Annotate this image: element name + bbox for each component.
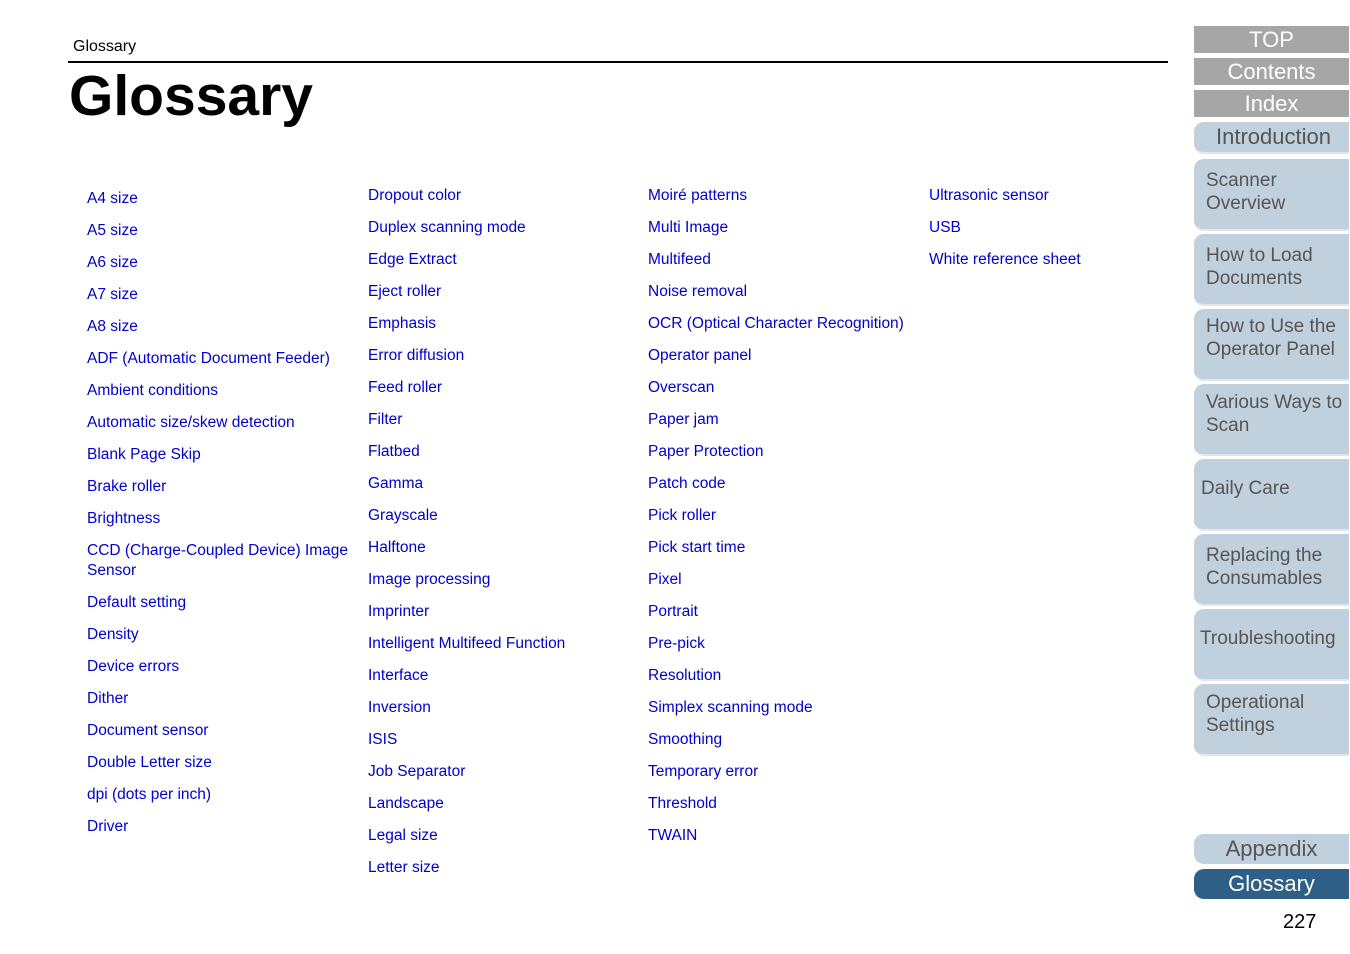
glossary-term-link[interactable]: Brightness: [87, 510, 161, 527]
glossary-column-3: [648, 186, 918, 858]
section-label: Glossary: [73, 38, 137, 55]
glossary-term-link[interactable]: Dropout color: [368, 187, 462, 204]
glossary-term-link[interactable]: Smoothing: [648, 731, 723, 748]
glossary-term-link[interactable]: Multifeed: [648, 251, 711, 268]
glossary-term-link[interactable]: Feed roller: [368, 379, 443, 396]
glossary-term-link[interactable]: Halftone: [368, 539, 426, 556]
glossary-term-link[interactable]: Paper Protection: [648, 443, 764, 460]
glossary-term-link[interactable]: Pre-pick: [648, 635, 705, 652]
glossary-term-link[interactable]: Paper jam: [648, 411, 719, 428]
glossary-term-link[interactable]: Device errors: [87, 657, 180, 675]
glossary-term-link[interactable]: Moiré patterns: [648, 187, 748, 204]
glossary-term-link[interactable]: Brake roller: [87, 478, 167, 495]
glossary-term-link[interactable]: Resolution: [648, 667, 722, 684]
nav-top-button[interactable]: TOP: [1194, 26, 1349, 53]
nav-chapter-load-documents[interactable]: How to Load Documents: [1194, 234, 1349, 306]
glossary-column-1: [87, 189, 357, 849]
glossary-term-link[interactable]: Eject roller: [368, 283, 442, 300]
glossary-term-link[interactable]: Gamma: [368, 475, 424, 492]
glossary-term-link[interactable]: OCR (Optical Character Recognition): [648, 315, 904, 332]
glossary-term-link[interactable]: Double Letter size: [87, 753, 212, 771]
glossary-term-link[interactable]: Dither: [87, 689, 129, 707]
glossary-term-link[interactable]: A4 size: [87, 190, 138, 207]
glossary-term-link[interactable]: Default setting: [87, 593, 187, 611]
glossary-term-link[interactable]: Simplex scanning mode: [648, 699, 813, 716]
nav-index-button[interactable]: Index: [1194, 90, 1349, 117]
glossary-term-link[interactable]: A6 size: [87, 254, 138, 271]
glossary-term-link[interactable]: Flatbed: [368, 443, 420, 460]
nav-chapter-troubleshooting[interactable]: Troubleshooting: [1194, 609, 1349, 681]
glossary-term-link[interactable]: Automatic size/skew detection: [87, 414, 295, 431]
glossary-term-link[interactable]: Ambient conditions: [87, 382, 218, 399]
glossary-term-link[interactable]: USB: [929, 219, 961, 236]
page-number: 227: [1283, 911, 1317, 933]
glossary-term-link[interactable]: Landscape: [368, 795, 444, 812]
glossary-term-link[interactable]: CCD (Charge-Coupled Device) Image Sensor: [87, 542, 349, 579]
glossary-term-link[interactable]: Grayscale: [368, 507, 438, 524]
glossary-term-link[interactable]: Density: [87, 625, 139, 643]
glossary-term-link[interactable]: ISIS: [368, 731, 398, 748]
glossary-term-link[interactable]: Document sensor: [87, 721, 209, 739]
glossary-term-link[interactable]: dpi (dots per inch): [87, 785, 212, 803]
glossary-term-link[interactable]: Interface: [368, 667, 429, 684]
nav-chapter-scanner-overview[interactable]: Scanner Overview: [1194, 159, 1349, 231]
glossary-column-2: [368, 186, 638, 890]
glossary-term-link[interactable]: Job Separator: [368, 763, 466, 780]
glossary-term-link[interactable]: Multi Image: [648, 219, 729, 236]
nav-glossary-tab[interactable]: Glossary: [1194, 869, 1349, 899]
glossary-term-link[interactable]: Overscan: [648, 379, 715, 396]
glossary-term-link[interactable]: Pick start time: [648, 539, 746, 556]
glossary-term-link[interactable]: TWAIN: [648, 827, 698, 844]
glossary-term-link[interactable]: A7 size: [87, 286, 138, 303]
page-title: Glossary: [69, 64, 313, 128]
glossary-term-link[interactable]: Filter: [368, 411, 403, 428]
glossary-term-link[interactable]: Temporary error: [648, 763, 759, 780]
nav-chapter-operational-settings[interactable]: Operational Settings: [1194, 684, 1349, 756]
glossary-term-link[interactable]: Error diffusion: [368, 347, 465, 364]
nav-chapter-operator-panel[interactable]: How to Use the Operator Panel: [1194, 309, 1349, 381]
glossary-term-link[interactable]: Intelligent Multifeed Function: [368, 635, 566, 652]
glossary-term-link[interactable]: Image processing: [368, 571, 491, 588]
nav-introduction-tab[interactable]: Introduction: [1194, 122, 1349, 154]
glossary-term-link[interactable]: Edge Extract: [368, 251, 457, 268]
glossary-term-link[interactable]: A8 size: [87, 318, 138, 335]
glossary-column-4: [929, 186, 1199, 282]
glossary-term-link[interactable]: White reference sheet: [929, 251, 1081, 268]
nav-contents-button[interactable]: Contents: [1194, 58, 1349, 85]
glossary-term-link[interactable]: Pick roller: [648, 507, 717, 524]
glossary-term-link[interactable]: Emphasis: [368, 315, 437, 332]
glossary-term-link[interactable]: Blank Page Skip: [87, 446, 201, 463]
glossary-term-link[interactable]: Portrait: [648, 603, 698, 620]
nav-appendix-tab[interactable]: Appendix: [1194, 834, 1349, 864]
glossary-term-link[interactable]: Pixel: [648, 571, 682, 588]
glossary-term-link[interactable]: A5 size: [87, 222, 138, 239]
glossary-term-link[interactable]: ADF (Automatic Document Feeder): [87, 350, 330, 367]
glossary-term-link[interactable]: Threshold: [648, 795, 717, 812]
nav-chapter-consumables[interactable]: Replacing the Consumables: [1194, 534, 1349, 606]
glossary-term-link[interactable]: Operator panel: [648, 347, 752, 364]
glossary-term-link[interactable]: Inversion: [368, 699, 431, 716]
nav-chapter-ways-to-scan[interactable]: Various Ways to Scan: [1194, 384, 1349, 456]
glossary-term-link[interactable]: Legal size: [368, 827, 438, 844]
glossary-term-link[interactable]: Ultrasonic sensor: [929, 187, 1049, 204]
glossary-term-link[interactable]: Duplex scanning mode: [368, 219, 526, 236]
glossary-term-link[interactable]: Driver: [87, 817, 129, 835]
glossary-term-link[interactable]: Imprinter: [368, 603, 430, 620]
glossary-term-link[interactable]: Patch code: [648, 475, 726, 492]
nav-chapter-daily-care[interactable]: Daily Care: [1194, 459, 1349, 531]
glossary-term-link[interactable]: Noise removal: [648, 283, 748, 300]
glossary-term-link[interactable]: Letter size: [368, 859, 440, 876]
